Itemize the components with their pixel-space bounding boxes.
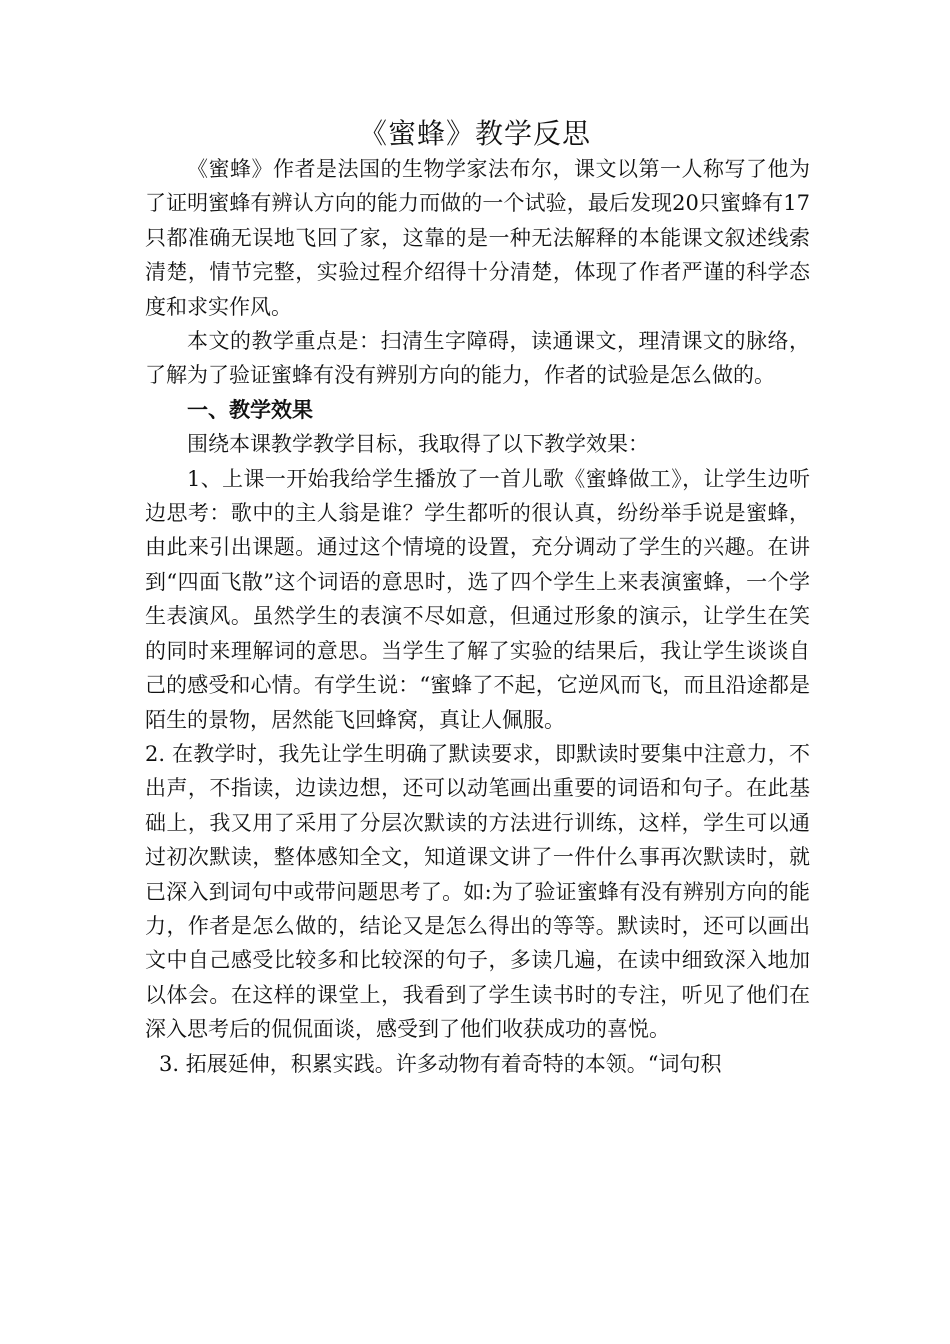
paragraph-intro: 《蜜蜂》作者是法国的生物学家法布尔，课文以第一人称写了他为了证明蜜蜂有辨认方向的能力而做的一个试验，最后发现20只蜜蜂有17只都准确无误地飞回了家，这靠的是一种无法解释的本能课文叙述线索清楚，情节完整，实验过程介绍得十分清楚，体现了作者严谨的科学态度和求实作风。 bbox=[145, 157, 810, 319]
paragraph-point-1: 1、上课一开始我给学生播放了一首儿歌《蜜蜂做工》，让学生边听边思考：歌中的主人翁是谁？学生都听的很认真，纷纷举手说是蜜蜂，由此来引出课题。通过这个情境的设置，充分调动了学生的兴趣。在讲到“四面飞散”这个词语的意思时，选了四个学生上来表演蜜蜂，一个学生表演风。虽然学生的表演不尽如意，但通过形象的演示，让学生在笑的同时来理解词的意思。当学生了解了实验的结果后，我让学生谈谈自己的感受和心情。有学生说：“蜜蜂了不起，它逆风而飞，而且沿途都是陌生的景物，居然能飞回蜂窝，真让人佩服。 bbox=[145, 466, 810, 732]
paragraph-point-2: 2. 在教学时，我先让学生明确了默读要求，即默读时要集中注意力，不出声，不指读，边读边想，还可以动笔画出重要的词语和句子。在此基础上，我又用了采用了分层次默读的方法进行训练，这样，学生可以通过初次默读，整体感知全文，知道课文讲了一件什么事再次默读时，就已深入到词句中或带问题思考了。如:为了验证蜜蜂有没有辨别方向的能力，作者是怎么做的，结论又是怎么得出的等等。默读时，还可以画出文中自己感受比较多和比较深的句子，多读几遍，在读中细致深入地加以体会。在这样的课堂上，我看到了学生读书时的专注，听见了他们在深入思考后的侃侃面谈，感受到了他们收获成功的喜悦。 bbox=[145, 741, 810, 1042]
paragraph-effect-summary: 围绕本课教学教学目标，我取得了以下教学效果： bbox=[187, 432, 649, 457]
section-heading-teaching-effect: 一、教学效果 bbox=[187, 396, 313, 422]
paragraph-point-3: 3. 拓展延伸，积累实践。许多动物有着奇特的本领。“词句积 bbox=[159, 1051, 722, 1076]
paragraph-teaching-focus: 本文的教学重点是：扫清生字障碍，读通课文，理清课文的脉络，了解为了验证蜜蜂有没有辨别方向的能力，作者的试验是怎么做的。 bbox=[145, 329, 810, 388]
document-title: 《蜜蜂》教学反思 bbox=[358, 117, 591, 150]
document-body bbox=[145, 152, 810, 1081]
